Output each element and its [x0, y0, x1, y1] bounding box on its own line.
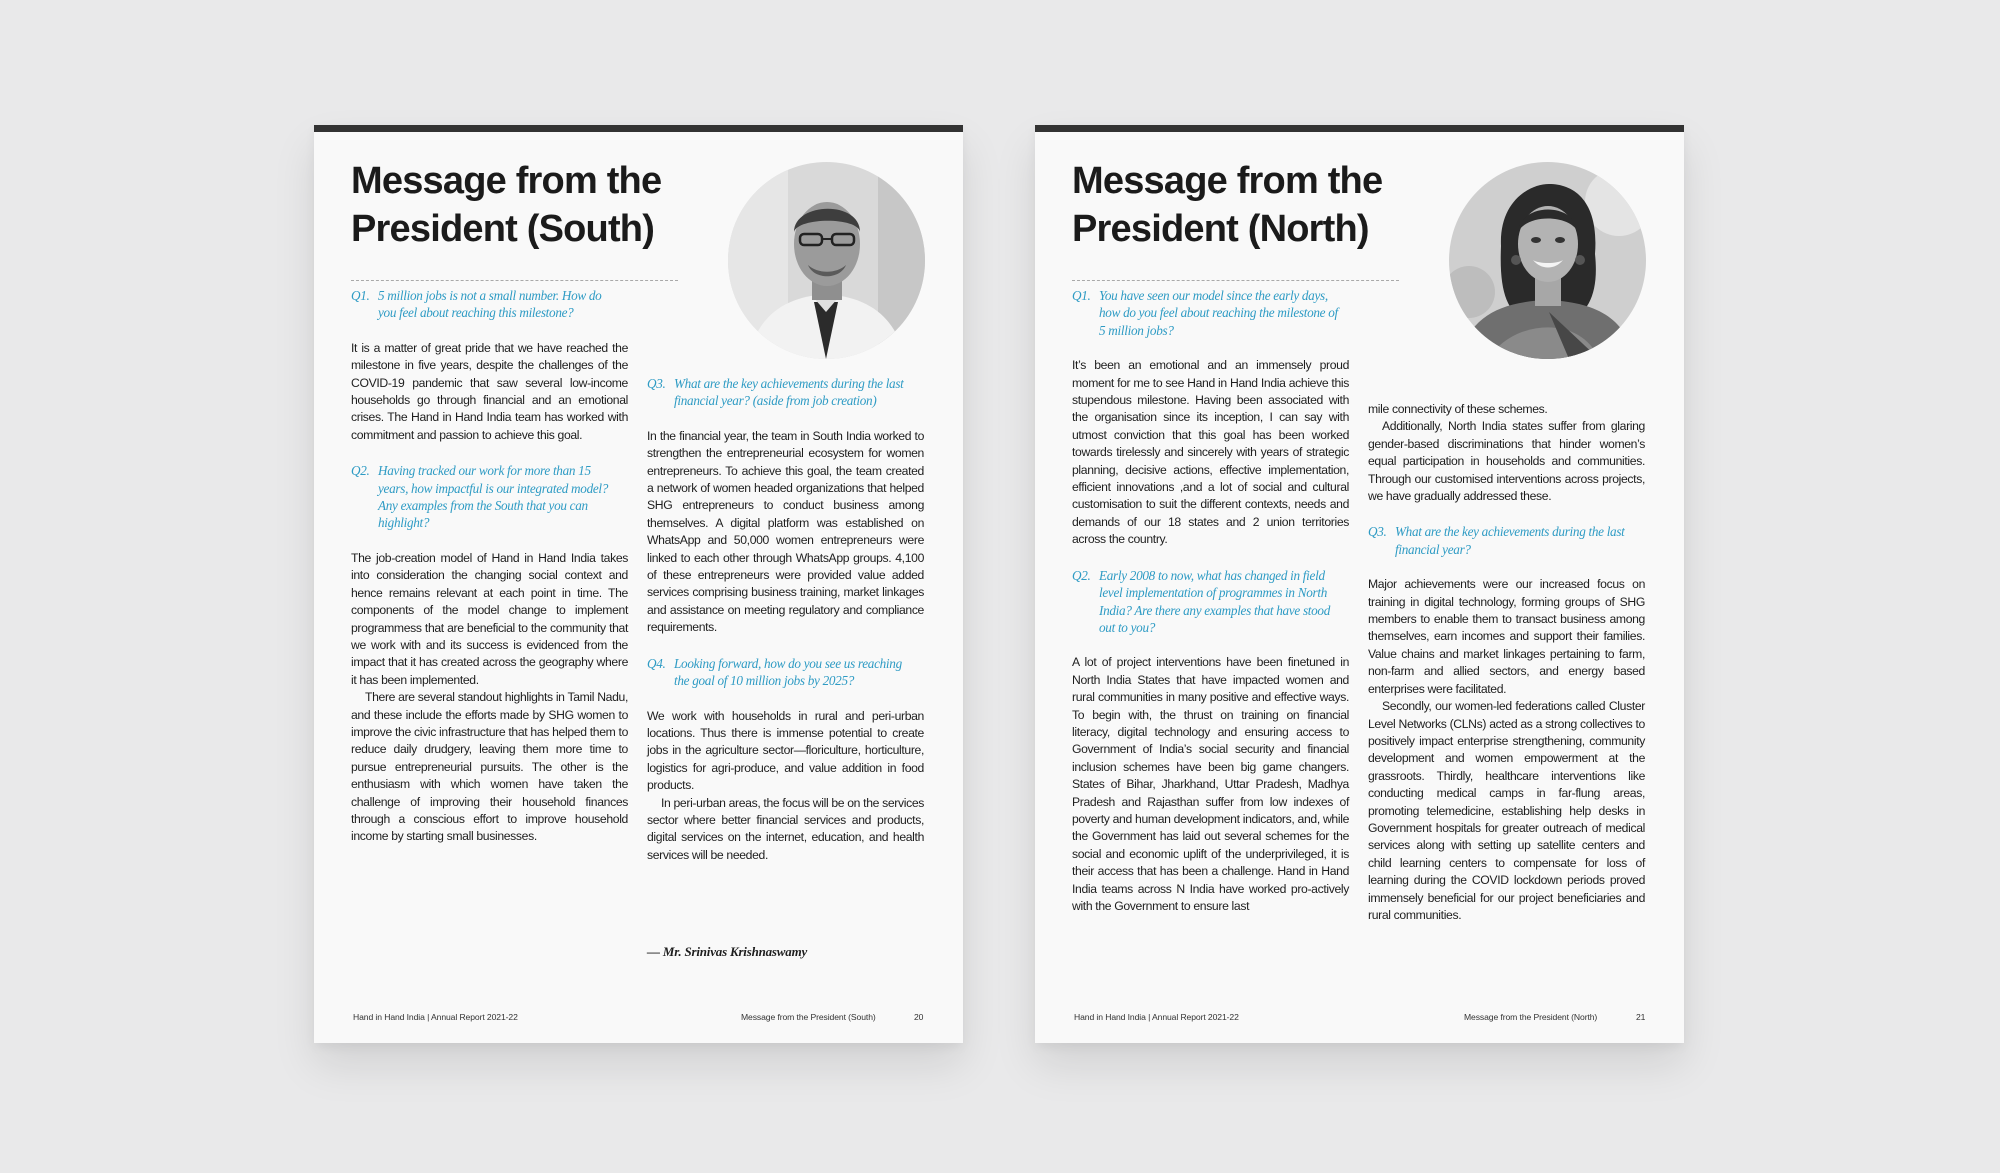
- portrait-president-south: [728, 162, 925, 359]
- question-1: Q1. You have seen our model since the early days, how do you feel about reaching the milestone of 5 million jobs?: [1072, 288, 1338, 338]
- question-3: Q3. What are the key achievements during the last financial year? (aside from job creation): [647, 376, 904, 409]
- page-number: 20: [914, 1012, 924, 1022]
- answer-2: A lot of project interventions have been finetuned in North India States that have impacted women and rural communities in many positive and effective ways. To begin with, the thrust on training on financial literacy, digital technology and ensuring access to Government of India’s social security and financial inclusion schemes have been big game changers. States of Bihar, Jharkhand, Uttar Pradesh, Madhya Pradesh and Rajasthan suffer from low indexes of poverty and human development indicators, and, while the Government has laid out several schemes for the social and economic uplift of the underprivileged, it is their access that has been a challenge. Hand in Hand India teams across N India have worked pro-actively with the Government to ensure last: [1072, 655, 1349, 913]
- title-divider: [1072, 280, 1399, 281]
- footer-report-title: Hand in Hand India | Annual Report 2021-22: [1074, 1012, 1239, 1022]
- portrait-president-north: [1449, 162, 1646, 359]
- answer-4-paragraph: In peri-urban areas, the focus will be on the services sector where better financial services and products, digital services on the internet, education, and health services will be needed.: [647, 795, 924, 862]
- column-left: [351, 287, 628, 846]
- answer-1: It is a matter of great pride that we have reached the milestone in five years, despite the challenges of the COVID-19 pandemic that saw several low-income households go through financial and an emotional crises. The Hand in Hand India team has worked with commitment and passion to achieve this goal.: [351, 340, 628, 442]
- answer-1: It’s been an emotional and an immensely proud moment for me to see Hand in Hand India achieve this stupendous milestone. Having been associated with the organisation since its inception, I can say with utmost conviction that this goal has been worked towards tirelessly and sincerely with years of strategic planning, decisive actions, effective implementation, efficient innovations ,and a lot of social and cultural customisation to suit the different contexts, needs and demands of our 18 states and 2 union territories across the country.: [1072, 358, 1349, 547]
- answer-4-paragraph: We work with households in rural and peri-urban locations. Thus there is immense potential to create jobs in the agriculture sector—floriculture, horticulture, logistics for agri-produce, and value addition in food products.: [647, 708, 924, 793]
- answer-3-paragraph: Major achievements were our increased focus on training in digital technology, forming groups of SHG members to enable them to transact business among themselves, earn incomes and support their families. Value chains and market linkages pertaining to farm, non-farm and allied sectors, and energy based enterprises were facilitated.: [1368, 577, 1645, 696]
- question-2: Q2. Having tracked our work for more than 15 years, how impactful is our integrated model? Any examples from the South that you can highlight?: [351, 463, 609, 531]
- answer-2-paragraph: There are several standout highlights in Tamil Nadu, and these include the efforts made by SHG women to improve the civic infrastructure that has helped them to reduce daily drudgery, leaving them more time to pursue entrepreneurial pursuits. The other is the enthusiasm with which women have taken the challenge of improving their household finances through a conscious effort to improve household income by starting small businesses.: [351, 690, 628, 844]
- answer-2-continued: Additionally, North India states suffer from glaring gender-based discriminations that hinder women’s equal participation in households and communities. Through our customised interventions across projects, we have gradually addressed these.: [1368, 419, 1645, 504]
- column-right: [1368, 401, 1645, 924]
- question-1: Q1. 5 million jobs is not a small number. How do you feel about reaching this milestone?: [351, 288, 602, 321]
- answer-2-paragraph: The job-creation model of Hand in Hand India takes into consideration the changing social context and hence remains relevant at each point in time. The components of the model change to implement programmess that are beneficial to the community that we work with and its success is evidenced from the impact that it has created across the geography where it has been implemented.: [351, 550, 628, 687]
- column-left: [1072, 287, 1349, 915]
- page-president-north: [1035, 125, 1684, 1043]
- page-title: Message from the President (South): [351, 160, 662, 250]
- answer-3-paragraph: Secondly, our women-led federations called Cluster Level Networks (CLNs) acted as a strong collectives to positively impact enterprise strengthening, community development and women empowerment at the grassroots. Thirdly, healthcare interventions like conducting medical camps in far-flung areas, promoting telemedicine, establishing help desks in Government hospitals for greater outreach of medical services along with setting up satellite centers and child learning centers to compensate for loss of learning during the COVID lockdown periods proved immensely beneficial for our project beneficiaries and rural communities.: [1368, 699, 1645, 922]
- footer-report-title: Hand in Hand India | Annual Report 2021-22: [353, 1012, 518, 1022]
- question-3: Q3. What are the key achievements during the last financial year?: [1368, 524, 1625, 557]
- answer-3: In the financial year, the team in South India worked to strengthen the entrepreneurial ecosystem for women entrepreneurs. To achieve this goal, the team created a network of women headed organizations that helped SHG entrepreneurs to conduct business among themselves. A digital platform was established on WhatsApp and 50,000 women entrepreneurs were linked to each other through WhatsApp groups. 4,100 of these entrepreneurs were provided value added services comprising business training, market linkages and assistance on meeting regulatory and compliance requirements.: [647, 428, 924, 635]
- signature: — Mr. Srinivas Krishnaswamy: [647, 944, 808, 959]
- page-number: 21: [1636, 1012, 1646, 1022]
- title-divider: [351, 280, 678, 281]
- column-right: [647, 375, 924, 864]
- page-title: Message from the President (North): [1072, 160, 1383, 250]
- page-president-south: [314, 125, 963, 1043]
- answer-2-continued: mile connectivity of these schemes.: [1368, 402, 1548, 416]
- question-2: Q2. Early 2008 to now, what has changed in field level implementation of programmes in North India? Are there any examples that have stood out to you?: [1072, 567, 1331, 635]
- footer-section-title: Message from the President (North): [1464, 1012, 1598, 1022]
- footer-section-title: Message from the President (South): [741, 1012, 876, 1022]
- question-4: Q4. Looking forward, how do you see us reaching the goal of 10 million jobs by 2025?: [647, 655, 902, 689]
